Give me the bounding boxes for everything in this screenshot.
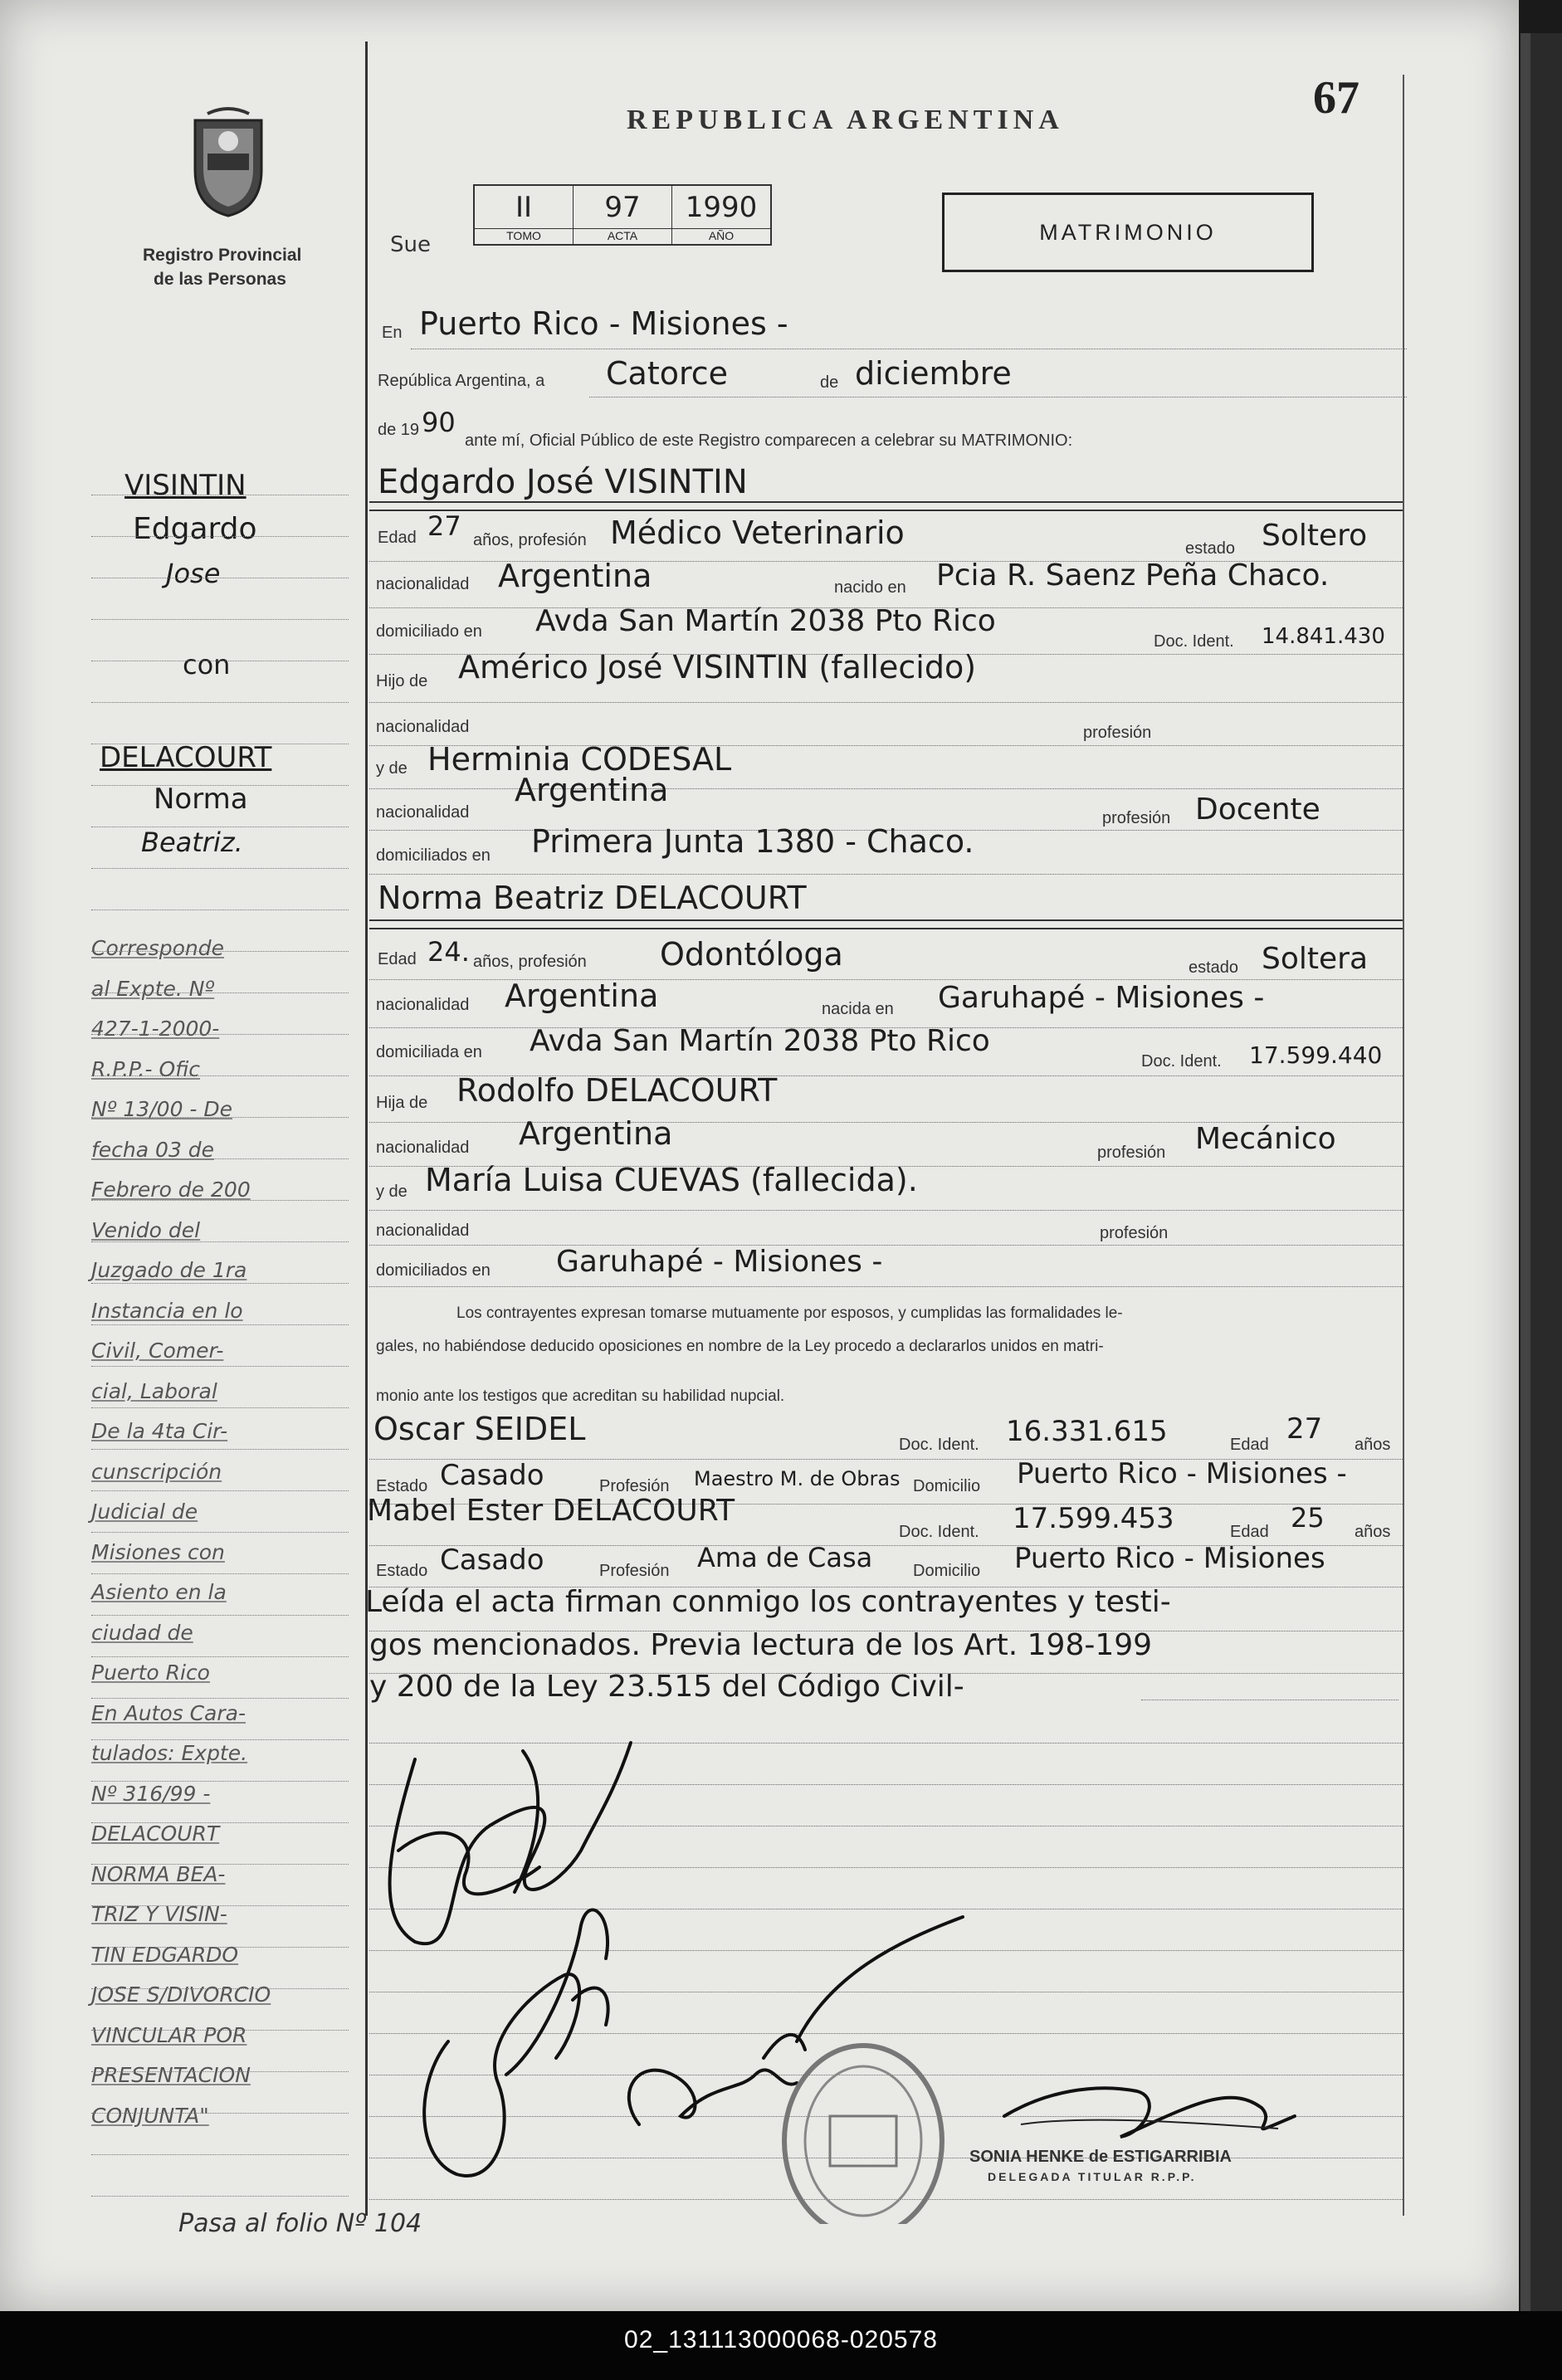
margin-note-line: R.P.P.- Ofic (91, 1056, 201, 1081)
label-doc-w2: Doc. Ident. (899, 1523, 979, 1541)
margin-rule (91, 1283, 349, 1284)
official-title: DELEGADA TITULAR R.P.P. (988, 2170, 1197, 2183)
margin-wife-surname: DELACOURT (100, 741, 272, 774)
rule (369, 874, 1403, 875)
coat-of-arms-icon (178, 104, 278, 220)
witness2-name: Mabel Ester DELACOURT (367, 1494, 735, 1528)
witness1-status: Casado (440, 1459, 544, 1492)
tomo-value: II (515, 191, 533, 224)
margin-note-line: cial, Laboral (91, 1378, 217, 1403)
margin-rule (91, 1532, 349, 1533)
label-domiciliados-w: domiciliados en (376, 1261, 491, 1280)
label-y-de-h: y de (376, 759, 408, 778)
label-estado-w2: Estado (376, 1562, 428, 1580)
margin-note-line: VINCULAR POR (91, 2022, 247, 2047)
right-divider (1403, 75, 1404, 2216)
husband-doc: 14.841.430 (1262, 624, 1385, 649)
label-year: de 19 (378, 421, 420, 439)
margin-husband-name1: Edgardo (133, 512, 257, 546)
margin-note-line: Instancia en lo (91, 1298, 243, 1323)
margin-note-line: TIN EDGARDO (91, 1942, 239, 1967)
label-edad-w2: Edad (1230, 1523, 1269, 1541)
witness2-address: Puerto Rico - Misiones (1014, 1542, 1325, 1575)
place-value: Puerto Rico - Misiones - (419, 305, 788, 342)
label-y-de-w: y de (376, 1183, 408, 1201)
husband-nationality: Argentina (498, 558, 652, 594)
margin-note-line: Puerto Rico (91, 1661, 210, 1685)
ano-cell (672, 186, 770, 244)
label-edad-h: Edad (378, 529, 417, 547)
label-estado-w: estado (1189, 958, 1239, 977)
margin-rule (91, 1864, 349, 1865)
margin-note-line: Judicial de (91, 1500, 198, 1524)
registration-box (473, 184, 772, 246)
rule (369, 1286, 1403, 1287)
tomo-cell (475, 186, 574, 244)
witness2-profession: Ama de Casa (697, 1542, 873, 1573)
label-profesion-w2: Profesión (599, 1562, 670, 1580)
margin-note-line: fecha 03 de (91, 1137, 215, 1162)
label-edad-w: Edad (378, 950, 417, 968)
label-doc-w1: Doc. Ident. (899, 1436, 979, 1454)
witness1-profession: Maestro M. de Obras (694, 1467, 901, 1490)
rule (369, 919, 1403, 921)
margin-rule (91, 2113, 349, 2114)
label-profesion-h: años, profesión (473, 531, 587, 549)
label-profesion-w: años, profesión (473, 953, 587, 971)
label-doc-w: Doc. Ident. (1141, 1052, 1222, 1071)
rule (369, 510, 1403, 511)
label-domiciliada-w: domiciliada en (376, 1043, 482, 1061)
husband-mother-profession: Docente (1195, 793, 1320, 827)
wife-nationality: Argentina (505, 978, 659, 1014)
rule (369, 702, 1403, 703)
husband-mother: Herminia CODESAL (427, 741, 732, 778)
margin-note-line: Nº 13/00 - De (91, 1097, 233, 1121)
label-nacionalidad-wf: nacionalidad (376, 1139, 470, 1157)
acta-cell (574, 186, 672, 244)
label-hija-de: Hija de (376, 1094, 428, 1112)
margin-note-line: Nº 316/99 - (91, 1781, 211, 1806)
doc-type-box (942, 193, 1314, 272)
official-signature-illustration (996, 2058, 1311, 2158)
margin-rule (91, 1407, 349, 1408)
wife-father-nationality: Argentina (519, 1115, 673, 1152)
husband-birthplace: Pcia R. Saenz Peña Chaco. (936, 558, 1330, 593)
acta-label: ACTA (574, 228, 671, 242)
margin-rule (91, 1905, 349, 1906)
margin-rule (91, 1615, 349, 1616)
closing-line-2: gos mencionados. Previa lectura de los Art. 198-199 (369, 1628, 1153, 1662)
margin-note-line: al Expte. Nº (91, 976, 215, 1001)
label-anos-w2: años (1355, 1523, 1391, 1541)
year-value: 90 (422, 407, 456, 438)
label-republica: República Argentina, a (378, 372, 545, 390)
label-nacionalidad-hm: nacionalidad (376, 803, 470, 822)
label-profesion-wf: profesión (1097, 1144, 1166, 1162)
footer-bar (0, 2311, 1562, 2380)
witness2-age: 25 (1291, 1502, 1325, 1534)
margin-rule (91, 992, 349, 993)
margin-rule (91, 2154, 349, 2155)
label-de: de (820, 373, 839, 392)
margin-note-line: TRIZ Y VISIN- (91, 1902, 227, 1926)
registry-name-line2: de las Personas (154, 270, 286, 289)
margin-husband-surname: VISINTIN (124, 469, 247, 502)
margin-rule (91, 1573, 349, 1574)
margin-note-line: Asiento en la (91, 1580, 227, 1604)
closing-line-1: Leída el acta firman conmigo los contrayentes y testi- (365, 1585, 1171, 1619)
declaration-line-1: Los contrayentes expresan tomarse mutuamente por esposos, y cumplidas las formalidades le- (456, 1305, 1123, 1322)
label-hijo-de: Hijo de (376, 672, 428, 690)
witness1-name: Oscar SEIDEL (373, 1411, 586, 1447)
margin-rule (91, 1324, 349, 1325)
wife-father-profession: Mecánico (1195, 1122, 1336, 1156)
margin-wife-name2: Beatriz. (141, 827, 243, 858)
ano-value: 1990 (685, 191, 758, 224)
margin-rule (91, 1241, 349, 1242)
label-nacionalidad-hf: nacionalidad (376, 718, 470, 736)
margin-note-line: Juzgado de 1ra (91, 1258, 247, 1282)
margin-note-line: PRESENTACION (91, 2063, 251, 2087)
margin-rule (91, 1781, 349, 1782)
wife-profession: Odontóloga (660, 936, 843, 973)
closing-line-3: y 200 de la Ley 23.515 del Código Civil- (369, 1670, 964, 1704)
book-binding (1521, 33, 1562, 2311)
label-nacionalidad-h: nacionalidad (376, 575, 470, 593)
margin-rule (91, 1947, 349, 1948)
husband-mother-nationality: Argentina (515, 772, 669, 808)
margin-note-line: 427-1-2000- (91, 1017, 220, 1041)
intro-statement: ante mí, Oficial Público de este Registro comparecen a celebrar su MATRIMONIO: (465, 432, 1073, 450)
witness2-doc: 17.599.453 (1013, 1502, 1174, 1535)
month-value: diciembre (855, 355, 1012, 392)
wife-status: Soltera (1262, 942, 1369, 976)
margin-rule (91, 1158, 349, 1159)
wife-parents-address: Garuhapé - Misiones - (556, 1245, 883, 1279)
margin-rule (91, 951, 349, 952)
margin-husband-name2: Jose (166, 558, 221, 589)
wife-mother: María Luisa CUEVAS (fallecida). (425, 1162, 918, 1198)
margin-rule (91, 1200, 349, 1201)
margin-rule (91, 1698, 349, 1699)
label-domiciliados-h: domiciliados en (376, 846, 491, 865)
margin-note-line: Venido del (91, 1217, 201, 1242)
margin-rule (91, 702, 349, 703)
margin-rule (91, 1034, 349, 1035)
margin-note-line: ciudad de (91, 1620, 193, 1645)
wife-address: Avda San Martín 2038 Pto Rico (530, 1024, 990, 1058)
margin-note-line: NORMA BEA- (91, 1861, 226, 1886)
margin-rule (91, 1366, 349, 1367)
label-domicilio-w1: Domicilio (913, 1477, 981, 1495)
rule (369, 928, 1403, 929)
margin-note-line: CONJUNTA" (91, 2103, 209, 2128)
footer-id: 02_131113000068-020578 (624, 2326, 938, 2353)
label-nacido-en: nacido en (834, 578, 906, 597)
margin-note-line: De la 4ta Cir- (91, 1419, 228, 1443)
label-anos-w1: años (1355, 1436, 1391, 1454)
label-nacida-en: nacida en (822, 1000, 894, 1018)
margin-note-line: Febrero de 200 (91, 1178, 251, 1202)
label-profesion-hm: profesión (1102, 809, 1171, 827)
margin-bottom-note: Pasa al folio Nº 104 (178, 2209, 422, 2238)
margin-con: con (183, 649, 231, 680)
signatures-illustration (365, 1726, 996, 2224)
wife-doc: 17.599.440 (1249, 1041, 1383, 1069)
label-nacionalidad-w: nacionalidad (376, 996, 470, 1014)
witness1-address: Puerto Rico - Misiones - (1017, 1457, 1347, 1490)
margin-note-line: cunscripción (91, 1459, 222, 1484)
label-profesion-w1: Profesión (599, 1477, 670, 1495)
label-estado-w1: Estado (376, 1477, 428, 1495)
label-doc-h: Doc. Ident. (1154, 632, 1234, 651)
margin-wife-name1: Norma (154, 783, 248, 816)
margin-rule (91, 1822, 349, 1823)
declaration-line-2: gales, no habiéndose deducido oposiciones en nombre de la Ley procedo a declararlos unidos en matri- (376, 1338, 1104, 1355)
margin-rule (91, 536, 349, 537)
acta-value: 97 (604, 191, 641, 224)
declaration-line-3: monio ante los testigos que acreditan su habilidad nupcial. (376, 1388, 785, 1405)
margin-rule (91, 2071, 349, 2072)
margin-rule (91, 868, 349, 869)
label-en: En (382, 324, 403, 342)
margin-rule (91, 1988, 349, 1989)
label-domiciliado-h: domiciliado en (376, 622, 482, 641)
margin-rule (91, 1656, 349, 1657)
wife-birthplace: Garuhapé - Misiones - (938, 981, 1265, 1015)
label-estado-h: estado (1185, 539, 1236, 558)
margin-note-line: Civil, Comer- (91, 1339, 224, 1363)
official-name: SONIA HENKE de ESTIGARRIBIA (969, 2148, 1232, 2166)
ano-label: AÑO (672, 228, 770, 242)
husband-parents-address: Primera Junta 1380 - Chaco. (531, 823, 974, 860)
margin-note-line: Corresponde (91, 936, 224, 960)
witness1-age: 27 (1286, 1412, 1323, 1446)
margin-note-line: JOSE S/DIVORCIO (91, 1983, 271, 2007)
margin-note-line: tulados: Expte. (91, 1741, 248, 1765)
page-number: 67 (1313, 72, 1359, 124)
husband-address: Avda San Martín 2038 Pto Rico (535, 604, 996, 638)
margin-rule (91, 1490, 349, 1491)
margin-rule (91, 1117, 349, 1118)
label-domicilio-w2: Domicilio (913, 1562, 981, 1580)
witness1-doc: 16.331.615 (1006, 1415, 1168, 1448)
tomo-label: TOMO (475, 228, 573, 242)
wife-father: Rodolfo DELACOURT (456, 1072, 778, 1109)
husband-status: Soltero (1262, 519, 1368, 553)
margin-rule (91, 1075, 349, 1076)
day-value: Catorce (606, 355, 729, 392)
margin-rule (91, 1449, 349, 1450)
country-title: REPUBLICA ARGENTINA (627, 105, 1064, 135)
label-profesion-hf: profesión (1083, 724, 1152, 742)
margin-rule (91, 1739, 349, 1740)
husband-profession: Médico Veterinario (610, 515, 905, 551)
margin-note-line: DELACOURT (91, 1822, 220, 1846)
margin-note-line: Misiones con (91, 1539, 225, 1564)
label-profesion-wm: profesión (1100, 1224, 1169, 1242)
rule (369, 501, 1403, 503)
husband-age: 27 (427, 510, 461, 542)
margin-rule (91, 619, 349, 620)
wife-age: 24. (427, 936, 470, 968)
registry-name-line1: Registro Provincial (143, 246, 302, 265)
label-edad-w1: Edad (1230, 1436, 1269, 1454)
margin-rule (91, 2030, 349, 2031)
wife-full-name: Norma Beatriz DELACOURT (378, 880, 807, 916)
husband-full-name: Edgardo José VISINTIN (378, 463, 748, 501)
margin-note-line: En Autos Cara- (91, 1700, 246, 1725)
label-nacionalidad-wm: nacionalidad (376, 1222, 470, 1240)
rule (369, 1245, 1403, 1246)
husband-father: Américo José VISINTIN (fallecido) (458, 649, 977, 685)
margin-rule (91, 2196, 349, 2197)
rule (369, 1210, 1403, 1211)
margin-rule (91, 785, 349, 786)
witness2-status: Casado (440, 1544, 544, 1577)
sue-label: Sue (390, 232, 431, 257)
doc-type-label: MATRIMONIO (1039, 220, 1217, 245)
